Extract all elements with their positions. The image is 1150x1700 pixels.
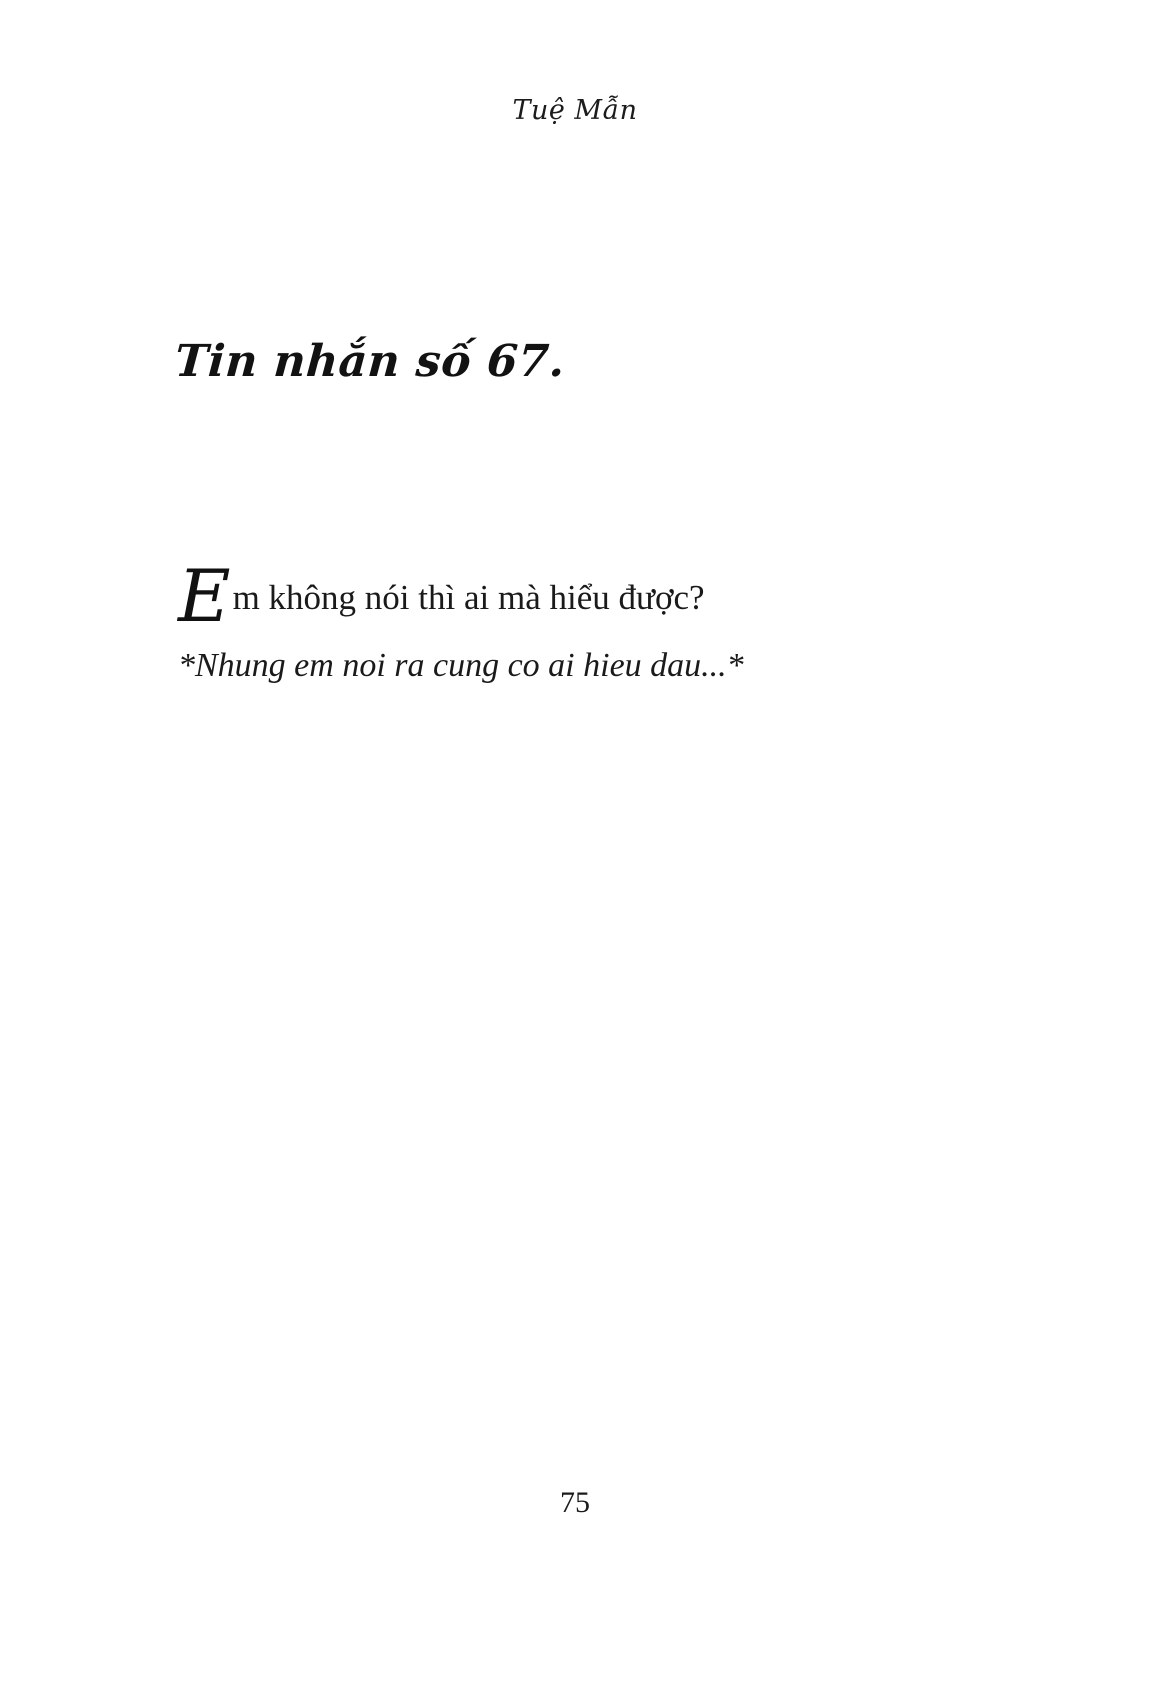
running-head-author: Tuệ Mẫn [512, 95, 638, 126]
page-title: Tin nhắn số 67. [173, 336, 567, 387]
drop-cap: E [178, 554, 231, 638]
body-first-line [178, 554, 978, 638]
body-text-block [178, 554, 978, 687]
page-number: 75 [560, 1486, 590, 1519]
body-note-line: *Nhung em noi ra cung co ai hieu dau...* [178, 647, 744, 685]
body-first-line-text: m không nói thì ai mà hiểu được? [232, 578, 705, 617]
